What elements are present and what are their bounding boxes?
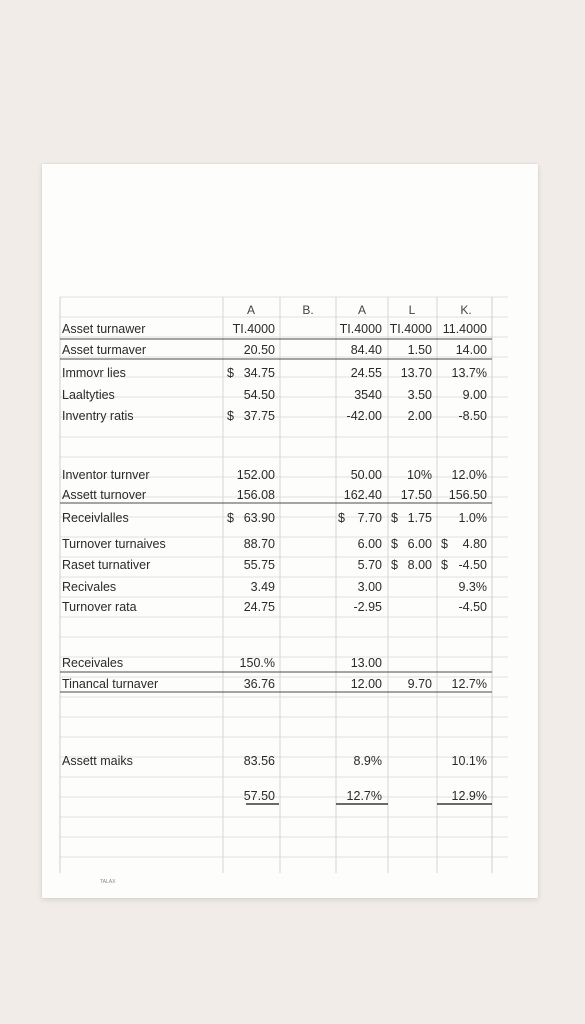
currency-symbol: $ [227,366,234,380]
cell-value: -4.50 [458,558,487,572]
cell-value: 12.00 [350,677,382,691]
cell-value: 6.00 [357,537,382,551]
cell-value: 9.70 [407,677,432,691]
cell-value: 34.75 [243,366,275,380]
currency-symbol: $ [391,558,398,572]
cell-value: 12.7% [451,677,487,691]
cell-value: 37.75 [243,409,275,423]
cell-value: 152.00 [236,468,275,482]
cell-value: TI.4000 [389,322,432,336]
cell-value: 6.00 [407,537,432,551]
cell-value: 156.08 [236,488,275,502]
cell-value: 8.9% [353,754,382,768]
cell-value: 63.90 [243,511,275,525]
cell-value: 13.70 [400,366,432,380]
column-header: K. [460,303,472,317]
row-label: Immovr lies [62,366,126,380]
column-header: A [246,303,256,317]
cell-value: 88.70 [243,537,275,551]
column-header: L [408,303,416,317]
cell-value: 14.00 [455,343,487,357]
cell-value: TI.4000 [339,322,382,336]
cell-value: 36.76 [243,677,275,691]
row-label: Inventor turnver [62,468,150,482]
column-header: A [357,303,367,317]
cell-value: TI.4000 [232,322,275,336]
column-header: B. [302,303,314,317]
cell-value: 150.% [239,656,275,670]
row-label: Inventry ratis [62,409,134,423]
row-label: Receivales [62,656,124,670]
currency-symbol: $ [227,409,234,423]
cell-value: 84.40 [350,343,382,357]
row-label: Turnover turnaives [62,537,166,551]
cell-value: 20.50 [243,343,275,357]
cell-value: 11.4000 [442,322,487,336]
cell-value: 5.70 [357,558,382,572]
cell-value: 12.9% [451,789,487,803]
cell-value: 12.0% [451,468,487,482]
cell-value: 13.00 [350,656,382,670]
cell-value: -8.50 [458,409,487,423]
cell-value: 55.75 [243,558,275,572]
cell-value: -42.00 [346,409,382,423]
currency-symbol: $ [338,511,345,525]
cell-value: 156.50 [448,488,487,502]
cell-value: 12.7% [346,789,382,803]
row-label: Raset turnativer [62,558,151,572]
currency-symbol: $ [391,511,398,525]
row-label: Receivlalles [62,511,129,525]
currency-symbol: $ [441,537,448,551]
cell-value: 24.75 [243,600,275,614]
cell-value: 2.00 [407,409,432,423]
currency-symbol: $ [441,558,448,572]
row-label: Asset turnawer [62,322,146,336]
row-label: Tinancal turnaver [62,677,159,691]
cell-value: 1.75 [407,511,432,525]
currency-symbol: $ [391,537,398,551]
cell-value: 1.50 [407,343,432,357]
row-label: Recivales [62,580,117,594]
cell-value: 10.1% [451,754,487,768]
cell-value: 4.80 [462,537,487,551]
cell-value: -4.50 [458,600,487,614]
cell-value: 83.56 [243,754,275,768]
row-label: Asset turmaver [62,343,147,357]
cell-value: 50.00 [350,468,382,482]
footer-text: TALAX [100,879,116,885]
cell-value: 24.55 [350,366,382,380]
currency-symbol: $ [227,511,234,525]
cell-value: 8.00 [407,558,432,572]
cell-value: 54.50 [243,388,275,402]
cell-value: 3.49 [250,580,275,594]
row-label: Assett turnover [62,488,147,502]
cell-value: 9.3% [458,580,487,594]
cell-value: -2.95 [353,600,382,614]
cell-value: 3.50 [407,388,432,402]
cell-value: 13.7% [451,366,487,380]
cell-value: 10% [406,468,432,482]
cell-value: 3.00 [357,580,382,594]
cell-value: 9.00 [462,388,487,402]
cell-value: 162.40 [343,488,382,502]
cell-value: 7.70 [357,511,382,525]
cell-value: 1.0% [458,511,487,525]
cell-value: 3540 [354,388,382,402]
row-label: Laaltyties [62,388,115,402]
cell-value: 57.50 [243,789,275,803]
cell-value: 17.50 [400,488,432,502]
row-label: Assett maiks [62,754,133,768]
row-label: Turnover rata [62,600,137,614]
